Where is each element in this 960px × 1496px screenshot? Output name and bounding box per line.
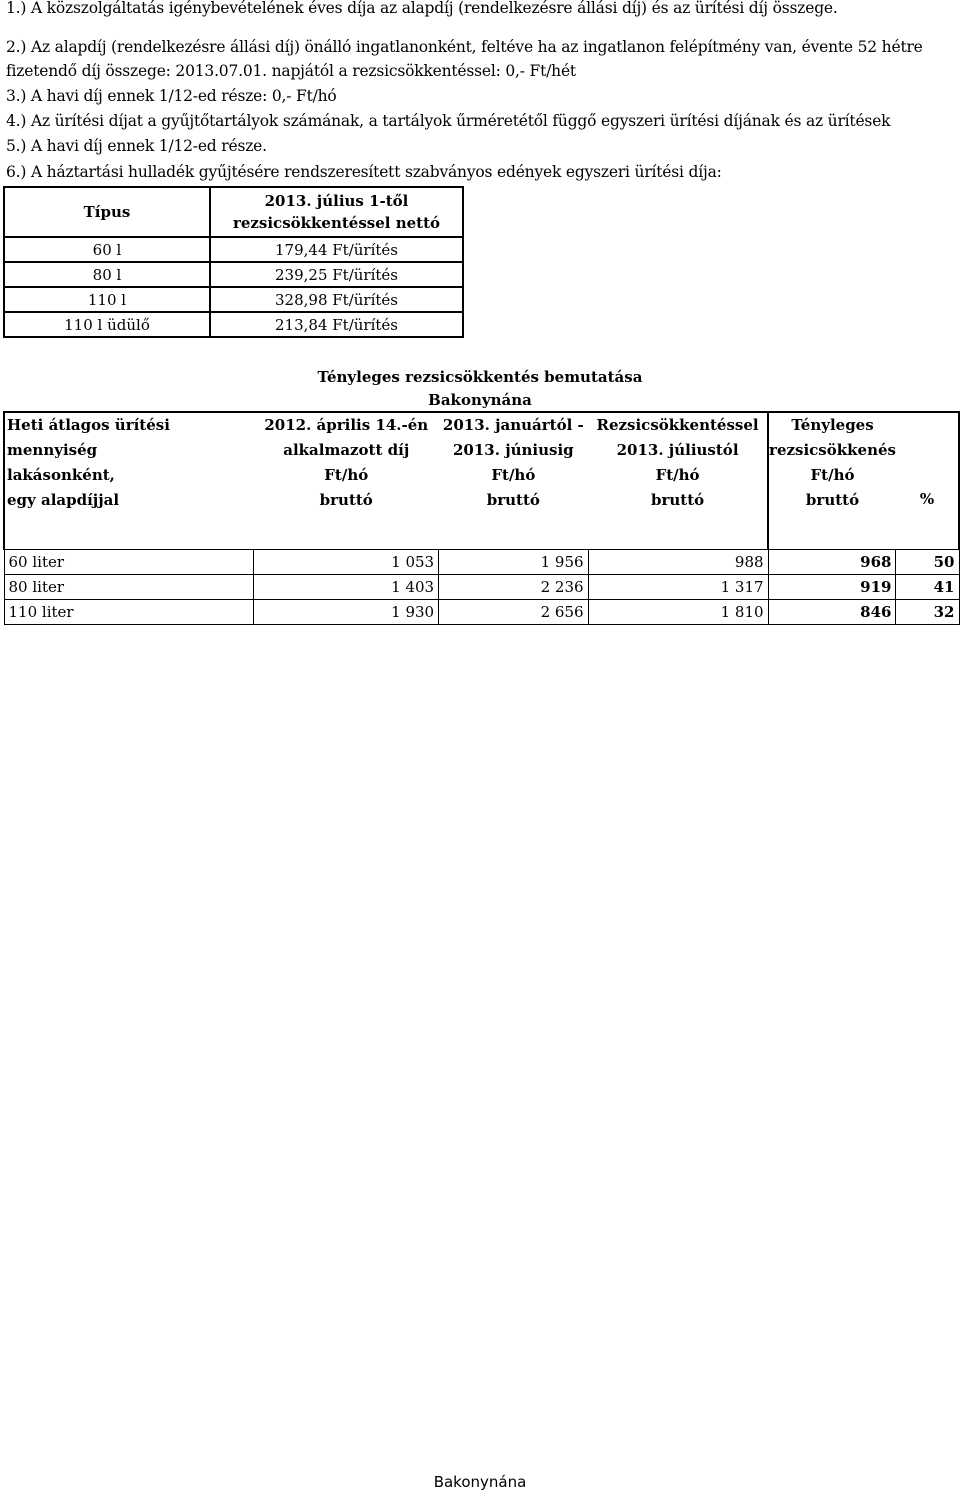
cell-actual: 919: [768, 575, 896, 600]
page-footer: Bakonynána: [433, 1473, 527, 1491]
comparison-table: [3, 411, 960, 625]
tipus-header: Típus: [4, 187, 210, 237]
cell-percent: 32: [896, 600, 959, 625]
header-line: Heti átlagos ürítési: [7, 416, 170, 434]
header-line: Rezsicsökkentéssel: [596, 416, 759, 434]
paragraph-3: 3.) A havi díj ennek 1/12-ed része: 0,- Ft/hó: [6, 87, 337, 105]
header-line: bruttó: [650, 491, 705, 509]
cell-2013-jan: 2 236: [439, 575, 588, 600]
cell-percent: 41: [896, 575, 959, 600]
cell-percent: 50: [896, 550, 959, 575]
table-row: [4, 262, 463, 287]
comparison-table-header: [4, 412, 959, 550]
table-row: [4, 287, 463, 312]
comparison-title: [300, 366, 660, 412]
header-line: Ft/hó: [491, 466, 536, 484]
paragraph-5: 5.) A havi díj ennek 1/12-ed része.: [6, 137, 267, 155]
cell-actual: 968: [768, 550, 896, 575]
table-row: [4, 575, 959, 600]
row-label: 80 liter: [4, 575, 254, 600]
price-cell: 213,84 Ft/ürítés: [210, 312, 463, 337]
paragraph-4: 4.) Az ürítési díjat a gyűjtőtartályok számának, a tartályok űrméretétől függő egyszeri ürítési díjának és az ürítések: [6, 112, 891, 130]
header-line: egy alapdíjjal: [7, 491, 120, 509]
header-line: bruttó: [486, 491, 540, 509]
table-row: [4, 600, 959, 625]
cell-2012: 1 403: [254, 575, 439, 600]
paragraph-2-cont: fizetendő díj összege: 2013.07.01. napjától a rezsicsökkentéssel: 0,- Ft/hét: [6, 62, 576, 80]
paragraph-1: 1.) A közszolgáltatás igénybevételének éves díja az alapdíj (rendelkezésre állási díj) és az ürítési díj összege.: [6, 0, 838, 17]
header-line: 2013. júliustól: [616, 441, 739, 459]
cell-2013-jul: 1 810: [588, 600, 768, 625]
tipus-cell: 110 l: [4, 287, 210, 312]
header-line: mennyiség: [7, 441, 98, 459]
price-cell: 239,25 Ft/ürítés: [210, 262, 463, 287]
price-header: [210, 187, 463, 237]
tipus-table-header: [4, 187, 463, 237]
cell-2012: 1 930: [254, 600, 439, 625]
cell-2013-jan: 2 656: [439, 600, 588, 625]
cell-2013-jan: 1 956: [439, 550, 588, 575]
tipus-cell: 60 l: [4, 237, 210, 262]
header-line: Ft/hó: [655, 466, 700, 484]
header-percent: [896, 412, 959, 550]
table-row: [4, 550, 959, 575]
paragraph-6: 6.) A háztartási hulladék gyűjtésére rendszeresített szabványos edények egyszeri ürítési díja:: [6, 163, 722, 181]
price-header-line2: rezsicsökkentéssel nettó: [232, 214, 441, 232]
header-2012: [254, 412, 439, 550]
cell-actual: 846: [768, 600, 896, 625]
header-line: 2012. április 14.-én: [264, 416, 429, 434]
header-2013-jan: [439, 412, 588, 550]
header-line: Tényleges: [791, 416, 874, 434]
header-line: Ft/hó: [810, 466, 855, 484]
price-cell: 328,98 Ft/ürítés: [210, 287, 463, 312]
price-cell: 179,44 Ft/ürítés: [210, 237, 463, 262]
header-line: rezsicsökkenés: [769, 441, 896, 459]
row-label: 60 liter: [4, 550, 254, 575]
header-line: %: [919, 489, 935, 508]
tipus-cell: 110 l üdülő: [4, 312, 210, 337]
table-row: [4, 312, 463, 337]
paragraph-2: 2.) Az alapdíj (rendelkezésre állási díj) önálló ingatlanonként, feltéve ha az ingatlanon felépítmény van, évente 52 hétre: [6, 38, 923, 56]
price-header-line1: 2013. július 1-től: [264, 192, 409, 210]
cell-2012: 1 053: [254, 550, 439, 575]
header-actual: [768, 412, 896, 550]
header-line: lakásonként,: [7, 466, 115, 484]
table-row: [4, 237, 463, 262]
header-line: Ft/hó: [324, 466, 369, 484]
header-weekly: [4, 412, 254, 550]
header-line: bruttó: [805, 491, 860, 509]
tipus-cell: 80 l: [4, 262, 210, 287]
row-label: 110 liter: [4, 600, 254, 625]
header-line: alkalmazott díj: [283, 441, 410, 459]
cell-2013-jul: 988: [588, 550, 768, 575]
comparison-title-line1: Tényleges rezsicsökkentés bemutatása: [317, 368, 643, 386]
comparison-title-line2: Bakonynána: [428, 391, 532, 409]
header-2013-jul: [588, 412, 768, 550]
header-line: 2013. júniusig: [453, 441, 574, 459]
tipus-price-table: [3, 186, 464, 338]
cell-2013-jul: 1 317: [588, 575, 768, 600]
header-line: bruttó: [319, 491, 373, 509]
header-line: 2013. januártól -: [442, 416, 584, 434]
